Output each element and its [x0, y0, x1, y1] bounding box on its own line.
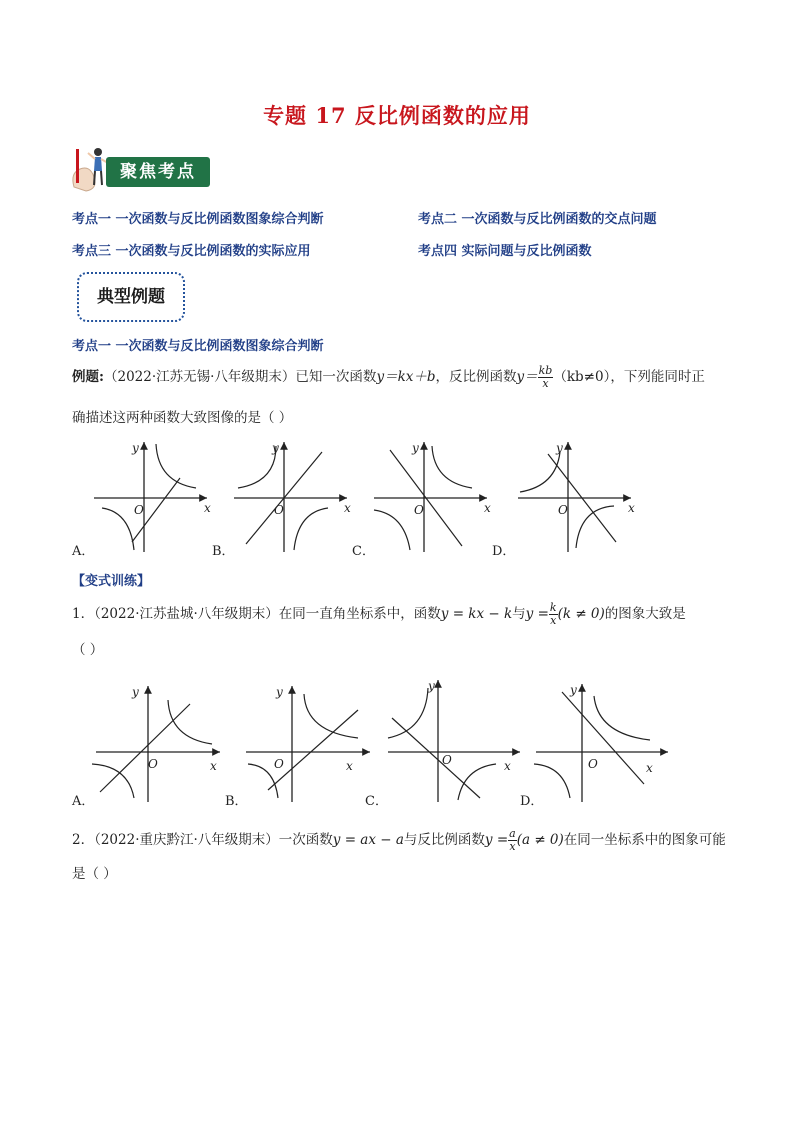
- q1-denominator: x: [550, 614, 557, 627]
- example-line-2: 确描述这两种函数大致图像的是（ ）: [72, 410, 293, 426]
- axis-x-label: x: [204, 501, 211, 515]
- axis-origin: O: [134, 503, 144, 517]
- example-label: 例题:: [72, 369, 104, 385]
- q1-numerator: k: [549, 601, 557, 614]
- page-title: 专题 17 反比例函数的应用: [263, 103, 531, 128]
- svg-text:O: O: [588, 757, 598, 771]
- q2-denominator: x: [509, 840, 516, 853]
- q1-mid: 与: [512, 606, 526, 622]
- example-condition: （kb≠0），下列能同时正: [553, 369, 705, 385]
- practice-heading: 【变式训练】: [72, 574, 151, 589]
- svg-text:y: y: [272, 441, 279, 455]
- example-option-d[interactable]: D．: [492, 544, 516, 559]
- section-heading: 考点一 一次函数与反比例函数图象综合判断: [72, 339, 324, 354]
- question-2-line-2: 是（ ）: [72, 866, 117, 882]
- axis-y-label: y: [132, 441, 139, 455]
- q1-text: 1．（2022·江苏盐城·八年级期末）在同一直角坐标系中，函数: [72, 606, 441, 622]
- point-link-4[interactable]: 考点四 实际问题与反比例函数: [418, 244, 592, 259]
- question-1-line-1: [72, 602, 732, 627]
- svg-text:y: y: [428, 679, 435, 693]
- linear-function: y＝kx＋b: [376, 369, 436, 385]
- example-graph-b[interactable]: [234, 441, 351, 552]
- example-option-b[interactable]: B．: [212, 544, 235, 559]
- example-option-c[interactable]: C．: [352, 544, 375, 559]
- q2-end: 在同一坐标系中的图象可能: [563, 832, 726, 848]
- example-option-a[interactable]: A．: [72, 544, 95, 559]
- q1-graph-d[interactable]: [534, 683, 668, 802]
- banner-label: 聚焦考点: [106, 157, 210, 187]
- svg-text:y: y: [276, 685, 283, 699]
- example-mid: ，反比例函数: [435, 369, 517, 385]
- svg-text:x: x: [504, 759, 511, 773]
- q1-function: y = kx − k: [440, 606, 513, 622]
- q1-fraction: [549, 602, 558, 627]
- q1-yeq: y =: [525, 606, 549, 622]
- q1-graphs: [72, 674, 732, 804]
- q2-text: 2．（2022·重庆黔江·八年级期末）一次函数: [72, 832, 333, 848]
- example-graph-d[interactable]: [518, 441, 635, 552]
- q1-graph-a[interactable]: [92, 685, 220, 802]
- svg-text:O: O: [274, 757, 284, 771]
- examples-heading: 典型例题: [77, 272, 185, 322]
- svg-text:x: x: [346, 759, 353, 773]
- q1-graph-c[interactable]: [388, 679, 520, 802]
- point-link-2[interactable]: 考点二 一次函数与反比例函数的交点问题: [418, 212, 657, 227]
- q1-option-a[interactable]: A．: [72, 794, 95, 809]
- q2-numerator: a: [509, 827, 516, 840]
- svg-text:x: x: [344, 501, 351, 515]
- svg-text:x: x: [646, 761, 653, 775]
- question-1-line-2: （ ）: [72, 642, 104, 658]
- focus-banner: [68, 143, 208, 195]
- q2-mid: 与反比例函数: [403, 832, 485, 848]
- inverse-fraction: [538, 365, 554, 390]
- q2-fraction: [508, 828, 517, 853]
- q1-condition: (k ≠ 0): [557, 606, 605, 622]
- example-graphs: [72, 432, 732, 557]
- inverse-yeq: y＝: [516, 369, 538, 385]
- question-2-line-1: [72, 828, 732, 853]
- svg-text:y: y: [132, 685, 139, 699]
- example-graph-a[interactable]: [94, 441, 211, 552]
- svg-text:O: O: [414, 503, 424, 517]
- fraction-denominator: x: [542, 377, 549, 390]
- svg-text:O: O: [274, 503, 284, 517]
- example-source: （2022·江苏无锡·八年级期末）已知一次函数: [103, 369, 377, 385]
- example-graph-c[interactable]: [374, 441, 491, 552]
- q1-end: 的图象大致是: [604, 606, 686, 622]
- q1-option-b[interactable]: B．: [225, 794, 248, 809]
- point-link-1[interactable]: 考点一 一次函数与反比例函数图象综合判断: [72, 212, 324, 227]
- svg-text:O: O: [442, 753, 452, 767]
- svg-text:y: y: [570, 683, 577, 697]
- fraction-numerator: kb: [538, 364, 553, 377]
- q2-yeq: y =: [484, 832, 509, 848]
- q2-condition: (a ≠ 0): [516, 832, 564, 848]
- q2-function: y = ax − a: [332, 832, 404, 848]
- svg-text:O: O: [148, 757, 158, 771]
- svg-text:O: O: [558, 503, 568, 517]
- svg-text:x: x: [484, 501, 491, 515]
- q1-graph-b[interactable]: [246, 685, 370, 802]
- point-link-3[interactable]: 考点三 一次函数与反比例函数的实际应用: [72, 244, 311, 259]
- example-line-1: [72, 365, 732, 390]
- svg-text:y: y: [412, 441, 419, 455]
- svg-text:y: y: [556, 441, 563, 455]
- svg-text:x: x: [210, 759, 217, 773]
- q1-option-c[interactable]: C．: [365, 794, 388, 809]
- svg-text:x: x: [628, 501, 635, 515]
- q1-option-d[interactable]: D．: [520, 794, 544, 809]
